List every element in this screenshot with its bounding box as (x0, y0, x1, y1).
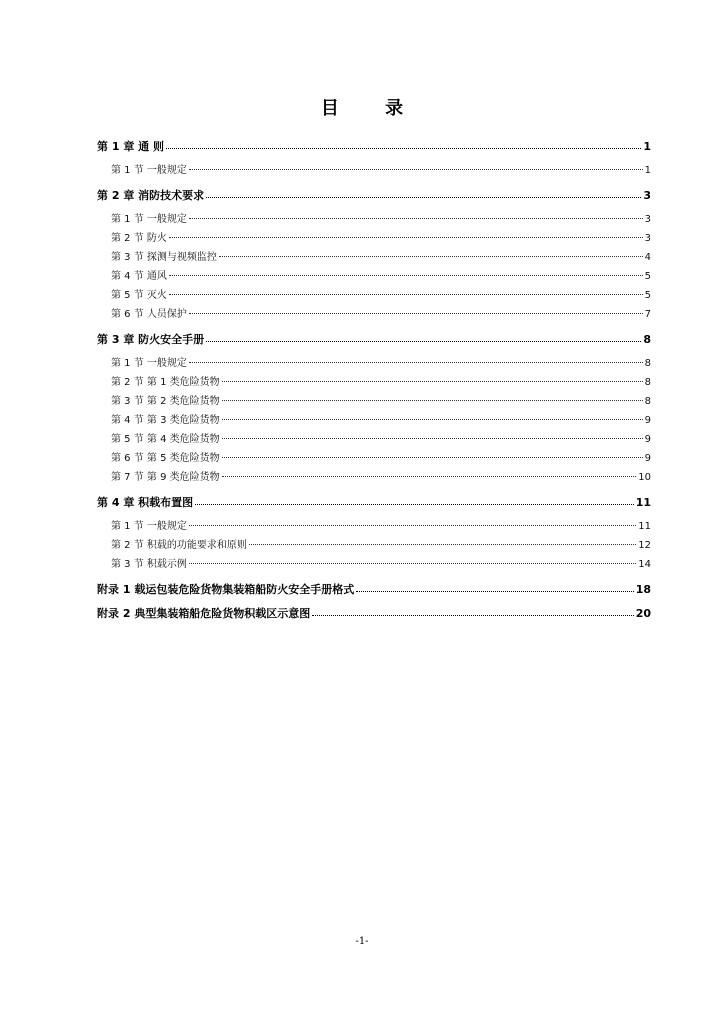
toc-entry-page-number: 3 (643, 188, 651, 202)
toc-entry-page-number: 20 (635, 606, 651, 620)
dot-leader (222, 438, 643, 439)
toc-entry-page-number: 7 (644, 309, 651, 320)
toc-chapter-entry[interactable] (97, 328, 651, 350)
toc-entry-page-number: 8 (643, 332, 651, 346)
toc-entry-page-number: 11 (638, 521, 651, 532)
toc-section-entry[interactable] (97, 286, 651, 305)
toc-entry-label: 第 1 节 一般规定 (111, 214, 187, 225)
dot-leader (189, 218, 643, 219)
toc-section-entry[interactable] (97, 267, 651, 286)
toc-section-entry[interactable] (97, 354, 651, 373)
toc-entry-label: 第 4 节 第 3 类危险货物 (111, 415, 220, 426)
dot-leader (166, 148, 641, 149)
toc-section-entry[interactable] (97, 248, 651, 267)
page-number: -1- (355, 936, 369, 947)
toc-entry-label: 第 2 章 消防技术要求 (97, 189, 205, 202)
toc-entry-page-number: 8 (644, 396, 651, 407)
toc-entry-page-number: 12 (638, 540, 651, 551)
toc-entry-page-number: 5 (644, 290, 651, 301)
dot-leader (169, 294, 643, 295)
dot-leader (222, 419, 643, 420)
toc-section-entry[interactable] (97, 210, 651, 229)
toc-entry-label: 第 4 章 积载布置图 (97, 496, 194, 509)
dot-leader (169, 237, 643, 238)
toc-entry-label: 第 6 节 人员保护 (111, 309, 187, 320)
toc-entry-page-number: 9 (644, 415, 651, 426)
toc-chapter-entry[interactable] (97, 184, 651, 206)
toc-entry-label: 附录 2 典型集装箱船危险货物积载区示意图 (97, 607, 311, 620)
dot-leader (249, 544, 636, 545)
dot-leader (222, 476, 637, 477)
toc-entry-label: 第 5 节 灭火 (111, 290, 167, 301)
toc-entry-label: 第 3 节 探测与视频监控 (111, 252, 217, 263)
toc-entry-page-number: 3 (644, 233, 651, 244)
dot-leader (206, 341, 641, 342)
toc-entry-page-number: 14 (638, 559, 651, 570)
toc-chapter-entry[interactable] (97, 491, 651, 513)
toc-entry-page-number: 9 (644, 453, 651, 464)
dot-leader (189, 169, 643, 170)
toc-entry-page-number: 4 (644, 252, 651, 263)
dot-leader (189, 563, 636, 564)
toc-section-entry[interactable] (97, 517, 651, 536)
dot-leader (206, 197, 641, 198)
toc-entry-label: 第 1 节 一般规定 (111, 358, 187, 369)
dot-leader (169, 275, 643, 276)
toc-entry-page-number: 5 (644, 271, 651, 282)
toc-entry-page-number: 8 (644, 377, 651, 388)
toc-section-entry[interactable] (97, 536, 651, 555)
toc-entry-page-number: 8 (644, 358, 651, 369)
toc-entry-page-number: 1 (644, 165, 651, 176)
toc-entry-label: 第 4 节 通风 (111, 271, 167, 282)
toc-title: 目 录 (320, 98, 424, 119)
toc-entry-label: 第 3 节 第 2 类危险货物 (111, 396, 220, 407)
toc-entry-label: 第 3 节 积载示例 (111, 559, 187, 570)
toc-entry-label: 第 2 节 第 1 类危险货物 (111, 377, 220, 388)
toc-entry-label: 第 1 节 一般规定 (111, 521, 187, 532)
toc-entry-label: 第 2 节 防火 (111, 233, 167, 244)
toc-section-entry[interactable] (97, 373, 651, 392)
toc-section-entry[interactable] (97, 449, 651, 468)
toc-entry-label: 第 5 节 第 4 类危险货物 (111, 434, 220, 445)
toc-entry-page-number: 9 (644, 434, 651, 445)
dot-leader (189, 313, 643, 314)
toc-chapter-entry[interactable] (97, 135, 651, 157)
toc-section-entry[interactable] (97, 555, 651, 574)
toc-entry-page-number: 10 (638, 472, 651, 483)
table-of-contents (97, 133, 651, 624)
toc-section-entry[interactable] (97, 430, 651, 449)
dot-leader (195, 504, 634, 505)
dot-leader (189, 525, 636, 526)
toc-entry-label: 第 3 章 防火安全手册 (97, 333, 205, 346)
toc-section-entry[interactable] (97, 392, 651, 411)
toc-entry-page-number: 1 (643, 139, 651, 153)
toc-entry-page-number: 3 (644, 214, 651, 225)
dot-leader (222, 400, 643, 401)
toc-entry-label: 第 6 节 第 5 类危险货物 (111, 453, 220, 464)
dot-leader (222, 457, 643, 458)
toc-entry-label: 第 2 节 积载的功能要求和原则 (111, 540, 247, 551)
dot-leader (222, 381, 643, 382)
dot-leader (219, 256, 643, 257)
dot-leader (189, 362, 643, 363)
toc-section-entry[interactable] (97, 229, 651, 248)
toc-section-entry[interactable] (97, 411, 651, 430)
toc-entry-page-number: 18 (635, 582, 651, 596)
toc-section-entry[interactable] (97, 305, 651, 324)
dot-leader (312, 615, 633, 616)
toc-chapter-entry[interactable] (97, 602, 651, 624)
toc-entry-label: 第 1 节 一般规定 (111, 165, 187, 176)
toc-entry-label: 附录 1 载运包装危险货物集装箱船防火安全手册格式 (97, 583, 355, 596)
toc-chapter-entry[interactable] (97, 578, 651, 600)
toc-entry-page-number: 11 (635, 495, 651, 509)
dot-leader (356, 591, 633, 592)
toc-entry-label: 第 7 节 第 9 类危险货物 (111, 472, 220, 483)
toc-section-entry[interactable] (97, 468, 651, 487)
toc-section-entry[interactable] (97, 161, 651, 180)
toc-entry-label: 第 1 章 通 则 (97, 140, 164, 153)
